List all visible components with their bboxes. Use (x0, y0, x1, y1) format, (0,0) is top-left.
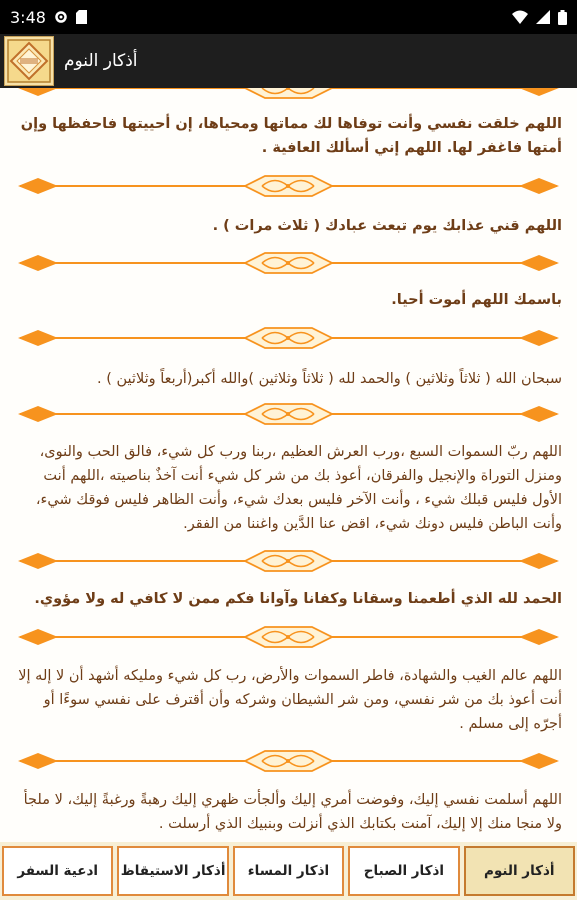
wifi-icon (512, 10, 528, 24)
ornament-divider (0, 544, 577, 578)
app-bar (0, 34, 577, 88)
status-bar (0, 0, 577, 34)
dhikr-item: اللهم ربّ السموات السبع ،ورب العرش العظيم ،ربنا ورب كل شيء، فالق الحب والنوى، ومنزل التوراة والإنجيل والفرقان، أعوذ بك من شر كل شيء أنت آخذٌ بناصيته ،اللهم أنت الأول فليس قبلك شيء ، وأنت الآخر فليس بعدك شيء، وأنت الظاهر فليس فوقك شيء، وأنت الباطن فليس دونك شيء، اقض عنا الدَّين واغننا من الفقر. (35, 444, 562, 532)
tab-sleep-adhkar[interactable]: أذكار النوم (464, 846, 575, 896)
dhikr-item: باسمك اللهم أموت أحيا. (391, 292, 562, 308)
ornament-divider (0, 620, 577, 654)
settings-icon (54, 10, 68, 24)
status-right (512, 10, 567, 25)
tab-morning-adhkar[interactable]: اذكار الصباح (348, 846, 459, 896)
status-time: 3:48 (10, 7, 46, 27)
tab-travel-duas[interactable]: ادعية السفر (2, 846, 113, 896)
ornament-divider (0, 169, 577, 203)
tab-waking-adhkar[interactable]: أذكار الاستيقاظ (117, 846, 228, 896)
dhikr-item: سبحان الله ( ثلاثاً وثلاثين ) والحمد لله ( ثلاثاً وثلاثين )والله أكبر(أربعاً وثلاثين ) . (97, 371, 562, 387)
battery-icon (558, 10, 567, 25)
ornament-divider (0, 88, 577, 105)
ornament-divider (0, 321, 577, 355)
dhikr-item: اللهم أسلمت نفسي إليك، وفوضت أمري إليك وألجأت ظهري إليك رهبةً ورغبةً إليك، لا ملجأ ولا منجا منك إلا إليك، آمنت بكتابك الذي أنزلت وبنبيك الذي أرسلت . (23, 792, 562, 832)
status-left (10, 8, 87, 27)
dhikr-item: الحمد لله الذي أطعمنا وسقانا وكفانا وآوانا فكم ممن لا كافي له ولا مؤوي. (34, 591, 562, 607)
dhikr-item: اللهم عالم الغيب والشهادة، فاطر السموات والأرض، رب كل شيء ومليكه أشهد أن لا إله إلا أنت أعوذ بك من شر نفسي، ومن شر الشيطان وشركه وأن أقترف على نفسي سوءًا أو أجرّه إلى مسلم . (18, 668, 562, 732)
ornament-divider (0, 246, 577, 280)
sd-card-icon (76, 10, 87, 24)
signal-icon (536, 10, 550, 24)
dhikr-item: اللهم قني عذابك يوم تبعث عبادك ( ثلاث مرات ) . (212, 218, 562, 234)
category-tabs (0, 842, 577, 900)
adhkar-list[interactable] (0, 88, 577, 840)
ornament-divider (0, 744, 577, 778)
dhikr-item: اللهم خلقت نفسي وأنت توفاها لك مماتها ومحياها، إن أحييتها فاحفظها وإن أمتها فاغفر لها. اللهم إني أسألك العافية . (20, 116, 562, 156)
tab-evening-adhkar[interactable]: اذكار المساء (233, 846, 344, 896)
app-logo (4, 36, 54, 86)
ornament-divider (0, 397, 577, 431)
page-title: أذكار النوم (64, 51, 138, 71)
